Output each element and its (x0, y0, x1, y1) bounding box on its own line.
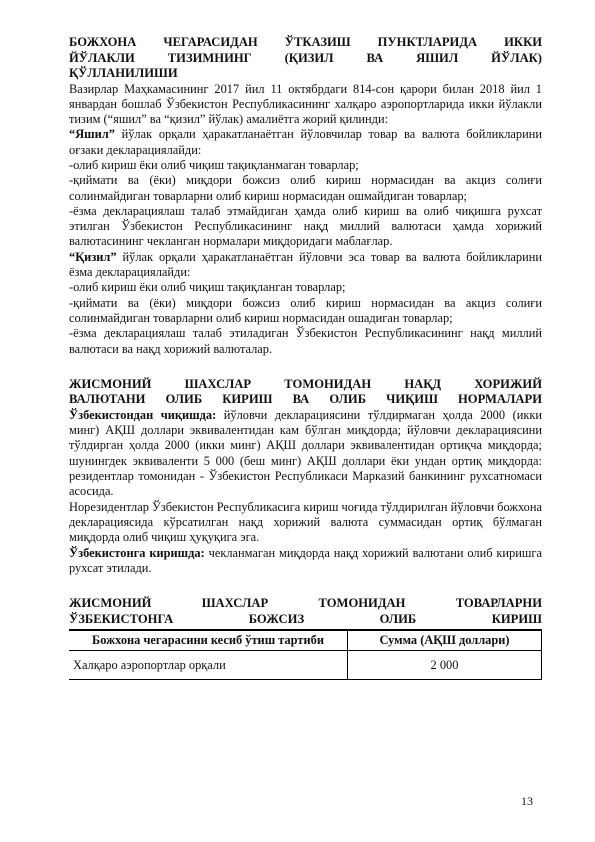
green-item: -ёзма декларациялаш талаб этмайдиган ҳамда олиб кириш ва олиб чиқишга рухсат этилган Ўзбекистон Республикасининг нақд миллий валютаси ҳамда хорижий валютасининг чекланган нормалари миқдоридаги маблағлар. (69, 203, 542, 249)
exit-text: йўловчи декларациясини тўлдирмаган ҳолда 2000 (икки минг) АҚШ доллари эквивалентидан кам бўлган миқдорда; йўловчи декларациясини тўлдирган ҳолда 2000 (икки минг) АҚШ доллари эквивалентидан ортиқча миқдорда; шунингдек эквиваленти 5 000 (беш минг) АҚШ доллари ёки ундан ортиқ миқдорда: резидентлар томонидан - Ўзбекистон Республикаси Марказий банкининг рухсатномаси асосида. (69, 407, 543, 499)
entry-text: чекланмаган миқдорда нақд хорижий валютани олиб киришга рухсат этилади. (69, 545, 542, 575)
table-header-row (69, 630, 542, 651)
red-term: “Қизил” (69, 249, 117, 264)
red-item: -қиймати ва (ёки) миқдори божсиз олиб кириш нормасидан ва акциз солиғи солинмайдиган товарларни олиб кириш нормасидан ошадиган товарлар; (69, 295, 542, 325)
nonresident-paragraph: Норезидентлар Ўзбекистон Республикасига кириш чоғида тўлдирилган йўловчи божхона декларациясида кўрсатилган нақд хорижий валюта суммасидан ортиқ бўлмаган миқдорда олиб чиқиш ҳуқуқига эга. (69, 499, 542, 545)
title-line: ЖИСМОНИЙ ШАХСЛАР ТОМОНИДАН ТОВАРЛАРНИ (69, 596, 542, 611)
red-channel-paragraph (69, 250, 542, 281)
title-line: ЙЎЛАКЛИ ТИЗИМНИНГ (ҚИЗИЛ ВА ЯШИЛ ЙЎЛАК) (69, 50, 542, 65)
red-text: йўлак орқали ҳаракатланаётган йўловчи эса товар ва валюта бойликларини ёзма декларациялайди: (69, 249, 542, 280)
page-number: 13 (521, 794, 533, 808)
dutyfree-table (69, 629, 542, 680)
green-text: йўлак орқали ҳаракатланаётган йўловчилар товар ва валюта бойликларини оғзаки декларациялайди: (69, 127, 542, 157)
green-item: -олиб кириш ёки олиб чиқиш тақиқланмаган товарлар; (69, 157, 359, 172)
table-header: Сумма (АҚШ доллари) (348, 630, 542, 651)
table-header: Божхона чегарасини кесиб ўтиш тартиби (69, 630, 348, 651)
table-row (69, 651, 542, 680)
title-line: ЎЗБЕКИСТОНГА БОЖСИЗ ОЛИБ КИРИШ (69, 611, 542, 626)
document-page (69, 35, 542, 680)
intro-paragraph: Вазирлар Маҳкамасининг 2017 йил 11 октябрдаги 814-сон қарори билан 2018 йил 1 январдан бошлаб Ўзбекистон Республикасининг халқаро аэропортларида икки йўлакли тизим (“яшил” ва “қизил” йўлак) амалиётга жорий қилинди: (69, 81, 542, 127)
green-term: “Яшил” (69, 127, 115, 142)
title-line: БОЖХОНА ЧЕГАРАСИДАН ЎТКАЗИШ ПУНКТЛАРИДА ИККИ (69, 35, 542, 49)
title-line: ВАЛЮТАНИ ОЛИБ КИРИШ ВА ОЛИБ ЧИҚИШ НОРМАЛАРИ (69, 392, 542, 407)
title-line: ҚЎЛЛАНИЛИШИ (69, 66, 178, 80)
title-line: ЖИСМОНИЙ ШАХСЛАР ТОМОНИДАН НАҚД ХОРИЖИЙ (69, 376, 542, 391)
red-item: -олиб кириш ёки олиб чиқиш тақиқланган товарлар; (69, 280, 346, 295)
entry-paragraph (69, 546, 542, 577)
exit-paragraph (69, 408, 542, 500)
section-title-dutyfree-goods (69, 596, 542, 627)
entry-term: Ўзбекистонга киришда: (69, 545, 205, 560)
table-cell: Халқаро аэропортлар орқали (69, 651, 348, 680)
section-title-dual-channel (69, 35, 542, 82)
green-item: -қиймати ва (ёки) миқдори божсиз олиб кириш нормасидан ва акциз солиғи солинмайдиган товарларни олиб кириш нормасидан ошмайдиган товарлар; (69, 173, 542, 203)
red-item: -ёзма декларациялаш талаб этиладиган Ўзбекистон Республикасининг нақд миллий валютаси ва нақд хорижий валюталар. (69, 326, 542, 356)
green-channel-paragraph (69, 127, 542, 158)
section-title-currency-norms (69, 377, 542, 408)
exit-term: Ўзбекистондан чиқишда: (69, 407, 217, 422)
table-cell: 2 000 (348, 651, 542, 680)
